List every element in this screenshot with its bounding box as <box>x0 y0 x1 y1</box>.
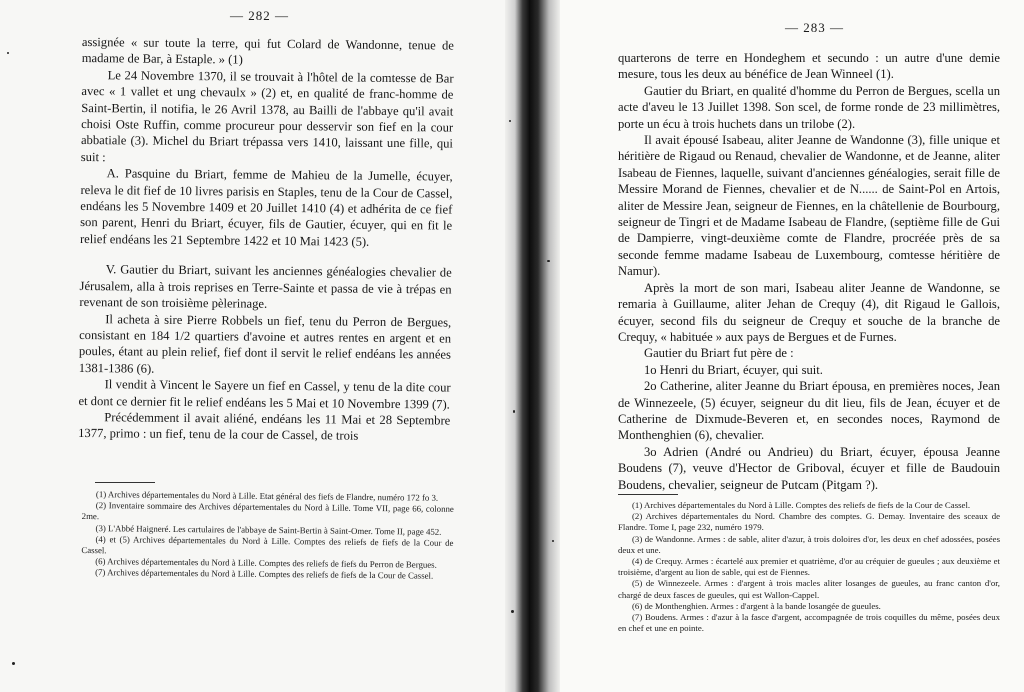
footnotes <box>618 500 1000 634</box>
paragraph: Il acheta à sire Pierre Robbels un fief, tenu du Perron de Bergues, consistant en 184 1/2 quartiers d'avoine et autres rentes en argent et en poules, étant au plein relief, fief dont il servit le relief endéans les années 1381-1386 (6). <box>78 311 452 376</box>
body-text <box>78 34 454 445</box>
scan-speck <box>552 540 554 542</box>
scan-speck <box>547 260 550 262</box>
paragraph: Gautier du Briart fut père de : <box>644 346 794 361</box>
footnote: (4) et (5) Archives départementales du Nord à Lille. Comptes des reliefs de fiefs de la Cour de Cassel. <box>81 533 454 556</box>
footnote: (3) de Wandonne. Armes : de sable, aliter d'azur, à trois doloires d'or, les deux en chef adossées, posées deux et une. <box>618 533 1000 555</box>
footnote: (7) Boudens. Armes : d'azur à la fasce d'argent, accompagnée de trois coquilles du même, posées deux en chef et une en pointe. <box>618 612 1000 634</box>
paragraph: Précédemment il avait aliéné, endéans les 11 Mai et 28 Septembre 1377, primo : un fief, tenu de la cour de Cassel, de trois <box>78 410 451 444</box>
section-heading-paragraph: V. Gautier du Briart, suivant les anciennes généalogies chevalier de Jérusalem, alla à trois reprises en Terre-Sainte et passa de vie à trépas en revenant de son troisième pèlerinage. <box>79 262 452 311</box>
footnote: (5) de Winnezeele. Armes : d'argent à trois macles aliter losanges de gueules, au franc canton d'or, chargé de deux fasces de gueules, qui est Wallon-Cappel. <box>618 578 1000 600</box>
footnote: (1) Archives départementales du Nord à Lille. Comptes des reliefs de fiefs de la Cour de Cassel. <box>632 500 971 510</box>
footnote-rule <box>618 494 678 495</box>
scan-speck <box>7 52 9 54</box>
paragraph: Gautier du Briart, en qualité d'homme du Perron de Bergues, scella un acte d'aveu le 13 Juillet 1398. Son scel, de forme ronde de 23 millimètres, porte un écu à trois huchets dans un trilobe (2). <box>618 83 1000 131</box>
paragraph: Il vendit à Vincent le Sayere un fief en Cassel, y tenu de la dite cour et dont ce dernier fit le relief endéans les 5 Mai et 10 Novembre 1399 (7). <box>78 377 451 412</box>
paragraph: Le 24 Novembre 1370, il se trouvait à l'hôtel de la comtesse de Bar avec « 1 vallet et ung chevaulx » (2) et, en qualité de franc-homme de Saint-Bertin, il notifia, le 26 Avril 1378, au Bailli de l'abbaye qu'il avait choisi Oste Ruffin, comme procureur pour desservir son fief en la cour abbatiale (3). Michel du Briart trépassa vers 1410, laissant une fille, qui suit : <box>80 68 454 165</box>
scan-speck <box>513 410 515 413</box>
list-item: 3o Adrien (André ou Andrieu) du Briart, écuyer, épousa Jeanne Boudens (7), veuve d'Hector de Griboval, écuyer et fille de Baudouin Boudens, chevalier, seigneur de Putcam (Pitgam ?). <box>618 444 1000 492</box>
scan-speck <box>511 610 514 613</box>
footnote: (2) Archives départementales du Nord. Chambre des comptes. G. Demay. Inventaire des sceaux de Flandre. Tome I, page 232, numéro 1979. <box>618 511 1000 533</box>
footnote: (6) de Monthenghien. Armes : d'argent à la bande losangée de gueules. <box>632 600 881 611</box>
scan-speck <box>12 662 15 665</box>
footnote: (3) L'Abbé Haigneré. Les cartulaires de l'abbaye de Saint-Bertin à Saint-Omer. Tome II, page 452. <box>95 522 442 537</box>
left-page <box>0 0 505 692</box>
body-text <box>618 50 1000 493</box>
footnote: (7) Archives départementales du Nord à Lille. Comptes des reliefs de fiefs de la Cour de Cassel. <box>95 567 434 582</box>
footnotes <box>81 489 454 583</box>
scan-speck <box>509 120 511 122</box>
paragraph: assignée « sur toute la terre, qui fut Colard de Wandonne, tenue de madame de Bar, à Estaple. » (1) <box>81 34 454 67</box>
right-page <box>560 0 1024 692</box>
footnote: (1) Archives départementales du Nord à Lille. Etat général des fiefs de Flandre, numéro 172 fo 3. <box>95 489 439 503</box>
paragraph: quarterons de terre en Hondeghem et secundo : un autre d'une demie mesure, tous les deux au bénéfice de Jean Winneel (1). <box>618 51 1000 82</box>
book-gutter-shadow <box>505 0 560 692</box>
paragraph: Il avait épousé Isabeau, aliter Jeanne de Wandonne (3), fille unique et héritière de Rigaud ou Renaud, chevalier de Wandonne, et de Jeanne, aliter Isabeau de Fiennes, laquelle, suivant d'anciennes généalogies, serait fille de Messire Morand de Fiennes, chevalier et de N...... de Saint-Pol en Artois, aliter de Messire Jean, seigneur de Fiennes, en la châtellenie de Bourbourg, seigneur de Tingri et de Madame Isabeau de Flandre, (septième fille de Gui de Dampierre, vingt-deuxième comte de Flandre, procréée près de sa seconde femme madame Isabeau de Luxembourg, comtesse héritière de Namur). <box>618 133 1000 279</box>
page-number: — 283 — <box>785 20 844 35</box>
footnote: (6) Archives départementales du Nord à Lille. Comptes des reliefs de fiefs du Perron de Bergues. <box>95 556 437 570</box>
footnote-rule <box>95 482 155 483</box>
footnote: (2) Inventaire sommaire des Archives départementales du Nord à Lille. Tome VII, page 66, colonne 2me. <box>81 500 454 522</box>
paragraph: Après la mort de son mari, Isabeau aliter Jeanne de Wandonne, se remaria à Guillaume, aliter Jehan de Crequy (4), dit Rigaud le Gallois, écuyer, second fils du seigneur de Crequy et souche de la branche de Crequy, « habituée » aux pays de Bergues et de Furnes. <box>618 280 1000 344</box>
page-number: — 282 — <box>230 8 289 23</box>
paragraph: A. Pasquine du Briart, femme de Mahieu de la Jumelle, écuyer, releva le dit fief de 10 livres parisis en Staples, tenu de la Cour de Cassel, endéans les 5 Novembre 1409 et 20 Juillet 1410 (4) et adhérita de ce fief son parent, Henri du Briart, écuyer, fils de Gautier, écuyer, qui en fit le relief endéans les 21 Septembre 1422 et 10 Mai 1423 (5). <box>79 166 453 249</box>
footnote: (4) de Crequy. Armes : écartelé aux premier et quatrième, d'or au créquier de gueules ; aux deuxième et troisième, d'argent au lion de sable, qui est de Fiennes. <box>618 556 1000 578</box>
list-item: 1o Henri du Briart, écuyer, qui suit. <box>644 362 823 377</box>
list-item: 2o Catherine, aliter Jeanne du Briart épousa, en premières noces, Jean de Winnezeele, (5) écuyer, seigneur du dit lieu, fils de Jean, écuyer et de Catherine de Dixmude-Beveren et, en secondes noces, Raymond de Monthenghien (6), chevalier. <box>618 379 1000 443</box>
